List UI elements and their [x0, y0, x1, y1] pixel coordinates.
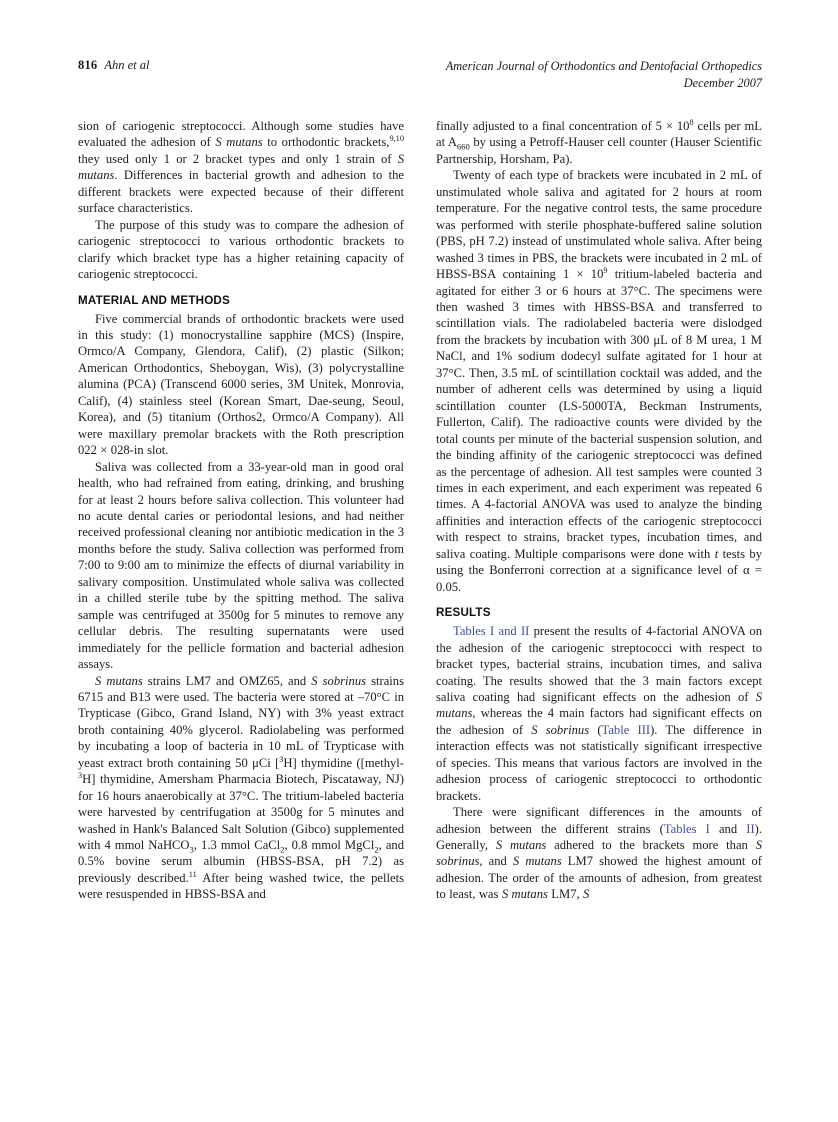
species-name: S mutans [95, 673, 143, 688]
table-cross-reference-4[interactable]: Tables I [663, 821, 710, 836]
page-folio-number: 816 [78, 58, 98, 72]
statistic-symbol: t [714, 546, 719, 561]
species-name: S mutans [495, 838, 547, 853]
text-run: , 1.3 mmol CaCl [193, 838, 281, 853]
text-run: ). The difference in interaction effects was not statistically significant irrespective of species. This means that various factors are involved in the adhesion process of cariogenic streptococci to orthodontic brackets. [436, 722, 762, 803]
exponent-superscript: 8 [689, 117, 694, 127]
text-run: present the results of 4-factorial ANOVA on the adhesion of the cariogenic streptococci with respect to bracket types, bacterial strains, incubation times, and saliva coating. The results showed that the 3 main factors except saliva coating had significant effects on the adhesion of [436, 624, 762, 704]
text-run: H] thymidine ([methyl- [283, 755, 404, 770]
species-name: S sobrinus [436, 838, 762, 869]
text-run: , 0.8 mmol MgCl [284, 838, 375, 853]
text-run: After being washed twice, the pellets were resuspended in HBSS-BSA and [78, 870, 404, 902]
chemical-subscript: 2 [280, 844, 285, 855]
reference-superscript: 11 [188, 869, 197, 879]
species-name: S mutans [78, 151, 404, 183]
text-run: to orthodontic brackets, [262, 135, 390, 150]
paragraph-bracket-brands: Five commercial brands of orthodontic brackets were used in this study: (1) monocrystalline sapphire (MCS) (Inspire, Ormco/A Company, Glendora, Calif), (2) plastic (Silkon; American Orthodontics, Sheboygan, Wis), (3) polycrystalline alumina (PCA) (Transcend 6000 series, 3M Unitek, Monrovia, Calif), (4) stainless steel (Korean Smart, Dae-seung, Seoul, Korea), and (5) titanium (Orthos2, Ormco/A Company). All were maxillary premolar brackets with the Roth prescription 022 × 028-in slot. [78, 311, 404, 458]
text-run: strains LM7 and OMZ65, and [142, 673, 312, 688]
paragraph-bacterial-strains [78, 673, 404, 903]
isotope-superscript: 3 [279, 754, 284, 764]
paragraph-continued-right [436, 118, 762, 167]
species-name: S sobrinus [311, 673, 367, 688]
text-run: ( [589, 722, 602, 737]
right-column [436, 118, 762, 903]
paragraph-purpose: The purpose of this study was to compare the adhesion of cariogenic streptococci to various orthodontic brackets to clarify which bracket type has a higher retaining capacity of cariogenic streptococci. [78, 217, 404, 282]
text-run: There were significant differences in the amounts of adhesion between the different strains ( [436, 805, 762, 836]
exponent-superscript: 9 [603, 265, 608, 275]
issue-date: December 2007 [683, 75, 762, 90]
text-run: Twenty of each type of brackets were incubated in 2 mL of unstimulated whole saliva and agitated for 2 hours at room temperature. For the negative control tests, the same procedure was performed with sterile phosphate-buffered saline solution (PBS, pH 7.2) instead of unstimulated whole saliva. After being washed 3 times in PBS, the brackets were incubated in 2 mL of HBSS-BSA containing 1 × 10 [436, 168, 762, 282]
text-run: tests by using the Bonferroni correction at a significance level of α = 0.05. [436, 546, 762, 594]
running-head [78, 58, 762, 98]
text-run: . Differences in bacterial growth and adhesion to the different brackets were expected because of their different surface characteristics. [78, 168, 404, 216]
species-name: S sobrinus [531, 722, 590, 737]
text-run: , and 0.5% bovine serum albumin (HBSS-BSA, pH 7.2) as previously described. [78, 838, 405, 885]
heading-results: RESULTS [436, 606, 491, 620]
text-run: sion of cariogenic streptococci. Although some studies have evaluated the adhesion of [78, 119, 404, 150]
paragraph-anova-results [436, 623, 762, 804]
journal-title: American Journal of Orthodontics and Dentofacial Orthopedics [445, 59, 762, 73]
paragraph-continued-left [78, 118, 404, 217]
paragraph-saliva-collection: Saliva was collected from a 33-year-old man in good oral health, who had refrained from eating, drinking, and brushing for at least 2 hours before saliva collection. This volunteer had no acute dental caries or periodontal lesions, and had neither received professional cleaning nor antibiotic medication in the 3 months before the study. Saliva collection was performed from 7:00 to 9:00 am to minimize the effects of diurnal variability in salivary composition. Unstimulated whole saliva was collected in a chilled sterile tube by the spitting method. The saliva sample was centrifuged at 3500g for 5 minutes to remove any cellular debris. The resulting supernatants were used immediately for the pellicle formation and bacterial adhesion assays. [78, 459, 404, 672]
text-run: , and [479, 854, 513, 869]
text-run: tritium-labeled bacteria and agitated for either 3 or 6 hours at 37°C. The specimens were then washed 3 times with HBSS-BSA and transferred to scintillation vials. The radiolabeled bacteria were dislodged from the brackets by incubation with 300 μL of 8 M urea, 1 M NaCl, and 1% sodium dodecyl sulfate agitated for 1 hour at 37°C. Then, 3.5 mL of scintillation cocktail was added, and the number of adherent cells was determined by using a liquid scintillation counter (LS-5000TA, Beckman Instruments, Fullerton, Calif). The radioactive counts were divided by the total counts per minute of the bacterial suspension solution, and the binding affinity of the cariogenic streptococci was defined as the percentage of adhesion. All test samples were counted 3 times in each experiment, and each experiment was repeated 6 times. A 4-factorial ANOVA was used to analyze the binding affinities and interaction effects of the cariogenic streptococci with respect to strains, bracket types, incubation times, and saliva coating. Multiple comparisons were done with [436, 267, 762, 561]
species-name: S [583, 887, 590, 902]
running-head-left [78, 58, 150, 73]
text-run: and [494, 624, 521, 639]
species-name: S mutans [436, 689, 762, 721]
text-run: , whereas the 4 main factors had significant effects on the adhesion of [436, 706, 762, 737]
table-cross-reference-5[interactable]: II [746, 821, 755, 836]
table-cross-reference-3[interactable]: Table III [601, 722, 651, 737]
paragraph-strain-differences [436, 804, 762, 903]
table-cross-reference-1[interactable]: Tables I [453, 624, 495, 639]
absorbance-subscript: 660 [457, 141, 470, 152]
species-name: S mutans [512, 854, 562, 869]
text-run: LM7 showed the highest amount of adhesion. The order of the amounts of adhesion, from greatest to least, was [436, 854, 762, 902]
chemical-subscript: 2 [374, 844, 379, 855]
text-run: cells per mL at A [436, 119, 762, 150]
reference-superscript: 9,10 [389, 134, 404, 144]
running-head-authors: Ahn et al [104, 58, 150, 72]
table-cross-reference-2[interactable]: II [520, 624, 530, 639]
running-head-right [446, 58, 762, 91]
text-run: H] thymidine, Amersham Pharmacia Biotech, Piscataway, NJ) for 16 hours anaerobically at 37°C. The tritium-labeled bacteria were harvested by centrifugation at 3500g for 5 minutes and washed in Hank's Balanced Salt Solution (Gibco) supplemented with 4 mmol NaHCO [78, 772, 404, 853]
heading-material-and-methods: MATERIAL AND METHODS [78, 293, 230, 307]
text-run: adhered to the brackets more than [546, 838, 756, 853]
text-run: they used only 1 or 2 bracket types and only 1 strain of [78, 151, 398, 166]
species-name: S mutans [215, 135, 263, 150]
text-run: strains 6715 and B13 were used. The bacteria were stored at –70°C in Trypticase (Gibco, Grand Island, NY) with 3% yeast extract broth containing 40% glycerol. Radiolabeling was performed by incubating a loop of bacteria in 10 mL of Trypticase with yeast extract broth containing 50 μCi [ [78, 673, 404, 770]
left-column [78, 118, 404, 903]
text-run: ). Generally, [436, 821, 762, 853]
chemical-subscript: 3 [189, 844, 194, 855]
species-name: S mutans [501, 887, 548, 902]
text-run: and [709, 821, 747, 836]
paragraph-incubation-procedure [436, 167, 762, 595]
isotope-superscript: 3 [78, 771, 83, 781]
text-run: by using a Petroff-Hauser cell counter (Hauser Scientific Partnership, Horsham, Pa). [436, 135, 763, 166]
text-run: finally adjusted to a final concentration of 5 × 10 [436, 119, 690, 133]
text-run: LM7, [547, 887, 584, 902]
